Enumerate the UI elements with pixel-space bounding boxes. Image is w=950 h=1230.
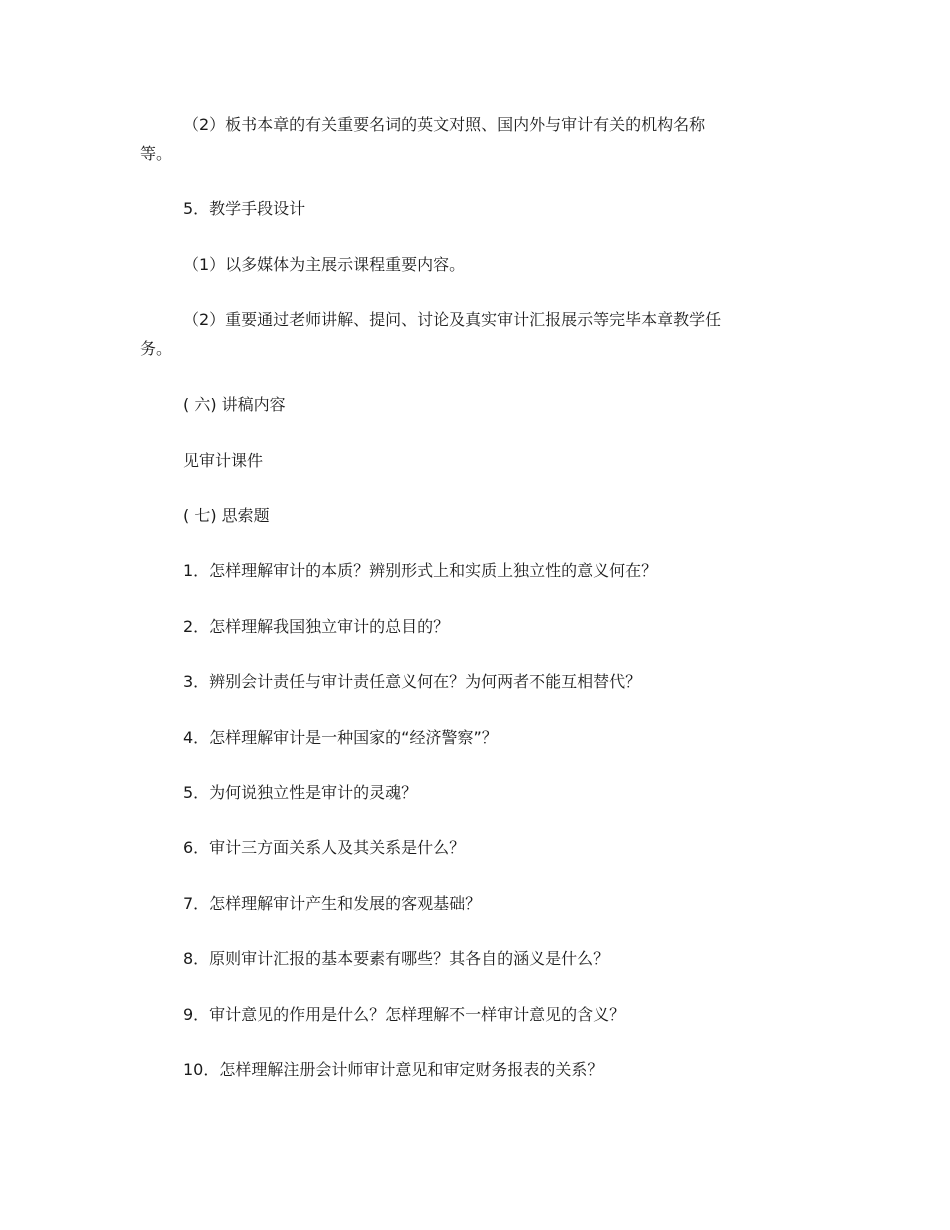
board-item-2-line-2: 等。: [140, 144, 173, 163]
means-item-1: （1）以多媒体为主展示课程重要内容。: [183, 255, 466, 274]
means-item-2-line-1: （2）重要通过老师讲解、提问、讨论及真实审计汇报展示等完毕本章教学任: [183, 310, 722, 329]
question-item: 10．怎样理解注册会计师审计意见和审定财务报表的关系？: [183, 1060, 604, 1079]
question-item: 2．怎样理解我国独立审计的总目的？: [183, 617, 450, 636]
board-item-2-line-1: （2）板书本章的有关重要名词的英文对照、国内外与审计有关的机构名称: [183, 115, 706, 134]
question-item: 4．怎样理解审计是一种国家的“经济警察”？: [183, 728, 498, 747]
lecture-text: 见审计课件: [183, 451, 264, 470]
questions-heading: ( 七) 思索题: [183, 506, 270, 525]
question-item: 8．原则审计汇报的基本要素有哪些？其各自的涵义是什么？: [183, 949, 610, 968]
question-item: 7．怎样理解审计产生和发展的客观基础？: [183, 894, 482, 913]
question-item: 6．审计三方面关系人及其关系是什么？: [183, 838, 466, 857]
question-item: 1．怎样理解审计的本质？辨别形式上和实质上独立性的意义何在？: [183, 561, 658, 580]
question-item: 3．辨别会计责任与审计责任意义何在？为何两者不能互相替代？: [183, 672, 642, 691]
means-item-2-line-2: 务。: [140, 339, 173, 358]
question-item: 9．审计意见的作用是什么？怎样理解不一样审计意见的含义？: [183, 1005, 626, 1024]
question-item: 5．为何说独立性是审计的灵魂？: [183, 783, 418, 802]
teaching-means-heading: 5．教学手段设计: [183, 199, 306, 218]
lecture-heading: ( 六) 讲稿内容: [183, 395, 286, 414]
